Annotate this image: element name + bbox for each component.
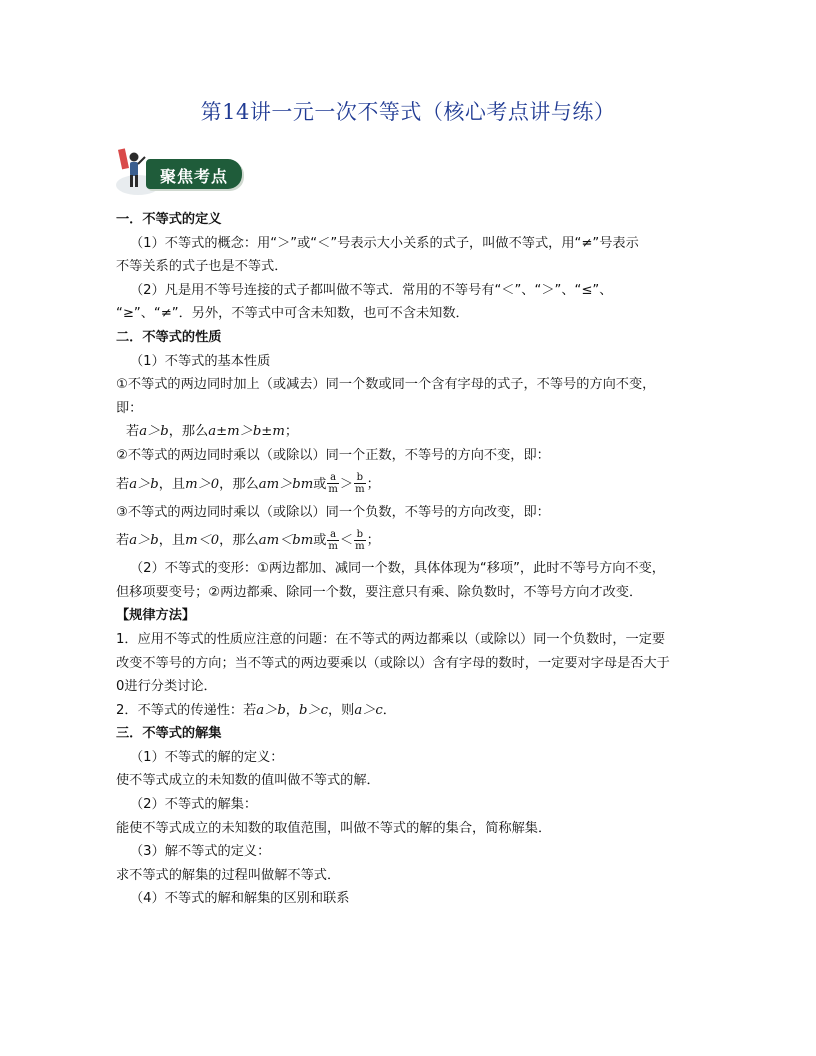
formula-line <box>116 524 706 557</box>
formula-line <box>116 420 706 444</box>
fraction-numerator: a <box>327 529 338 541</box>
fraction-denominator: m <box>355 540 365 552</box>
text-line: （4）不等式的解和解集的区别和联系 <box>130 891 350 907</box>
page-title: 第14讲一元一次不等式（核心考点讲与练） <box>200 100 616 124</box>
text-line: 1．应用不等式的性质应注意的问题：在不等式的两边都乘以（或除以）同一个负数时，一定要 <box>116 631 666 647</box>
math-expression: a＞c <box>354 702 383 718</box>
math-operator: ＜ <box>339 533 354 549</box>
section-heading: 一．不等式的定义 <box>116 212 222 227</box>
text-line: 求不等式的解集的过程叫做解不等式． <box>116 867 341 883</box>
text-line: ③不等式的两边同时乘以（或除以）同一个负数，不等号的方向改变，即： <box>116 504 550 520</box>
text-fragment: 或 <box>313 476 327 492</box>
formula-line <box>116 468 706 501</box>
math-expression: a＞b <box>256 702 286 718</box>
math-expression: m＞0 <box>185 476 220 492</box>
text-line: （2）不等式的变形：①两边都加、减同一个数，具体体现为“移项”，此时不等号方向不变， <box>130 561 665 577</box>
text-fragment: ，且 <box>158 533 186 549</box>
section-heading: 三．不等式的解集 <box>116 726 222 742</box>
text-line: 使不等式成立的未知数的值叫做不等式的解． <box>116 773 380 789</box>
math-expression: a±m＞b±m <box>208 424 285 440</box>
text-line: 能使不等式成立的未知数的取值范围，叫做不等式的解的集合，简称解集． <box>116 820 552 836</box>
text-fragment: 若 <box>116 476 130 492</box>
formula-line <box>116 699 706 723</box>
text-fragment: ； <box>284 424 299 440</box>
fraction-numerator: a <box>327 472 338 484</box>
text-line: （2）不等式的解集： <box>130 797 258 813</box>
text-line: （1）不等式的基本性质 <box>130 353 271 369</box>
text-fragment: 若 <box>126 424 140 440</box>
text-fragment: ，那么 <box>219 476 259 492</box>
focus-badge-label: 聚焦考点 <box>160 167 229 186</box>
fraction-denominator: m <box>328 540 338 552</box>
text-fragment: ； <box>366 476 380 492</box>
text-fragment: 若 <box>116 533 130 549</box>
fraction-a-over-m <box>327 529 338 552</box>
text-line: “≥”、“≠”．另外，不等式中可含未知数，也可不含未知数． <box>116 306 469 322</box>
math-expression: b＞c <box>298 702 328 718</box>
text-line: 不等关系的式子也是不等式． <box>116 259 288 275</box>
fraction-denominator: m <box>328 484 338 496</box>
fraction-b-over-m <box>354 472 365 495</box>
text-fragment: ， <box>285 702 299 718</box>
text-fragment: ，则 <box>327 702 355 718</box>
text-fragment: 2．不等式的传递性：若 <box>116 702 257 718</box>
fraction-numerator: b <box>354 472 365 484</box>
math-expression: a＞b <box>129 533 159 549</box>
math-operator: ＞ <box>339 476 354 492</box>
text-fragment: ． <box>382 702 396 718</box>
math-expression: a＞b <box>129 476 159 492</box>
text-fragment: 或 <box>313 533 327 549</box>
fraction-a-over-m <box>327 472 338 495</box>
text-fragment: ，那么 <box>219 533 259 549</box>
text-line: 但移项要变号；②两边都乘、除同一个数，要注意只有乘、除负数时，不等号方向才改变． <box>116 584 643 600</box>
document-body <box>116 208 706 911</box>
text-line: （1）不等式的概念：用“＞”或“＜”号表示大小关系的式子，叫做不等式，用“≠”号表示 <box>130 235 639 251</box>
text-line: ①不等式的两边同时加上（或减去）同一个数或同一个含有字母的式子，不等号的方向不变， <box>116 377 656 393</box>
text-line: （3）解不等式的定义： <box>130 844 271 860</box>
text-line: 0进行分类讨论． <box>116 679 217 695</box>
fraction-numerator: b <box>354 529 365 541</box>
focus-badge-tab <box>146 159 242 189</box>
math-expression: am＜bm <box>258 533 314 549</box>
focus-badge <box>112 145 244 197</box>
section-heading: 二．不等式的性质 <box>116 329 222 345</box>
text-fragment: ； <box>366 533 380 549</box>
math-expression: a＞b <box>139 424 169 440</box>
math-expression: am＞bm <box>258 476 314 492</box>
fraction-denominator: m <box>355 484 365 496</box>
math-expression: m＜0 <box>185 533 220 549</box>
text-line: 改变不等号的方向；当不等式的两边要乘以（或除以）含有字母的数时，一定要对字母是否大于 <box>116 655 670 671</box>
text-line: ②不等式的两边同时乘以（或除以）同一个正数，不等号的方向不变，即： <box>116 447 550 463</box>
text-fragment: ，且 <box>158 476 186 492</box>
text-line: 即： <box>116 400 143 416</box>
fraction-b-over-m <box>354 529 365 552</box>
text-line: （2）凡是用不等号连接的式子都叫做不等式．常用的不等号有“＜”、“＞”、“≤”、 <box>130 282 613 298</box>
text-fragment: ，那么 <box>168 424 209 440</box>
text-line: （1）不等式的解的定义： <box>130 749 284 765</box>
subheading: 【规律方法】 <box>116 608 196 624</box>
